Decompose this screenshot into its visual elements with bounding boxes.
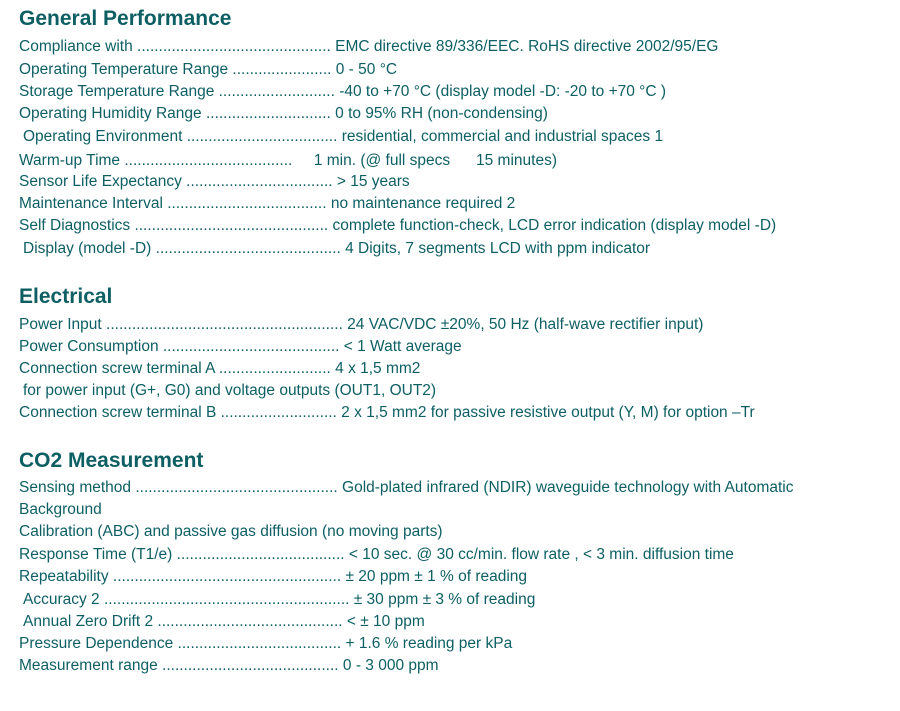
- spec-line-annual-zero-drift: Annual Zero Drift 2 ........................................... < ± 10 ppm: [23, 613, 425, 630]
- spec-line-accuracy: Accuracy 2 ......................................................... ± 30 ppm ± 3 % of reading: [23, 591, 536, 608]
- spec-line-power-consumption: Power Consumption ......................................... < 1 Watt average: [19, 338, 462, 355]
- spec-line-terminal-a: Connection screw terminal A .......................... 4 x 1,5 mm2: [19, 360, 421, 377]
- spec-line-storage-temperature: Storage Temperature Range ........................... -40 to +70 °C (display model -D: -20 to +70 °C ): [19, 83, 667, 100]
- spec-line-sensor-life: Sensor Life Expectancy .................................. > 15 years: [19, 173, 410, 190]
- spec-line-response-time: Response Time (T1/e) ....................................... < 10 sec. @ 30 cc/min. flow rate , < 3 min. diffusion time: [19, 546, 734, 563]
- section-title-co2-measurement: CO2 Measurement: [19, 449, 204, 472]
- spec-line-operating-temperature: Operating Temperature Range ....................... 0 - 50 °C: [19, 61, 398, 78]
- spec-line-maintenance-interval: Maintenance Interval ..................................... no maintenance required 2: [19, 195, 516, 212]
- spec-line-sensing-method-cont-1: Background: [19, 501, 102, 518]
- spec-line-repeatability: Repeatability ..................................................... ± 20 ppm ± 1 % of reading: [19, 568, 528, 585]
- spec-line-measurement-range: Measurement range ......................................... 0 - 3 000 ppm: [19, 657, 439, 674]
- section-title-general-performance: General Performance: [19, 7, 232, 30]
- spec-line-self-diagnostics: Self Diagnostics ............................................. complete function-check, LCD error indication (display model -D): [19, 217, 777, 234]
- spec-line-power-input: Power Input ....................................................... 24 VAC/VDC ±20%, 50 Hz (half-wave rectifier input): [19, 316, 704, 333]
- spec-line-sensing-method-cont-2: Calibration (ABC) and passive gas diffusion (no moving parts): [19, 523, 443, 540]
- spec-line-warmup-time: Warm-up Time ....................................... 1 min. (@ full specs 15 minutes): [19, 152, 557, 169]
- spec-line-operating-environment: Operating Environment ................................... residential, commercial and industrial spaces 1: [23, 128, 664, 145]
- spec-line-operating-humidity: Operating Humidity Range ............................. 0 to 95% RH (non-condensing): [19, 105, 548, 122]
- section-title-electrical: Electrical: [19, 285, 113, 308]
- spec-line-compliance: Compliance with ............................................. EMC directive 89/336/EEC. RoHS directive 2002/95/EG: [19, 38, 719, 55]
- spec-line-pressure-dependence: Pressure Dependence ...................................... + 1.6 % reading per kPa: [19, 635, 513, 652]
- spec-line-display: Display (model -D) ........................................... 4 Digits, 7 segments LCD with ppm indicator: [23, 240, 651, 257]
- spec-line-terminal-b: Connection screw terminal B ........................... 2 x 1,5 mm2 for passive resistive output (Y, M) for option –Tr: [19, 404, 755, 421]
- spec-line-terminal-a-detail: for power input (G+, G0) and voltage outputs (OUT1, OUT2): [23, 382, 437, 399]
- spec-line-sensing-method: Sensing method ............................................... Gold-plated infrared (NDIR) waveguide technology with Automatic: [19, 479, 794, 496]
